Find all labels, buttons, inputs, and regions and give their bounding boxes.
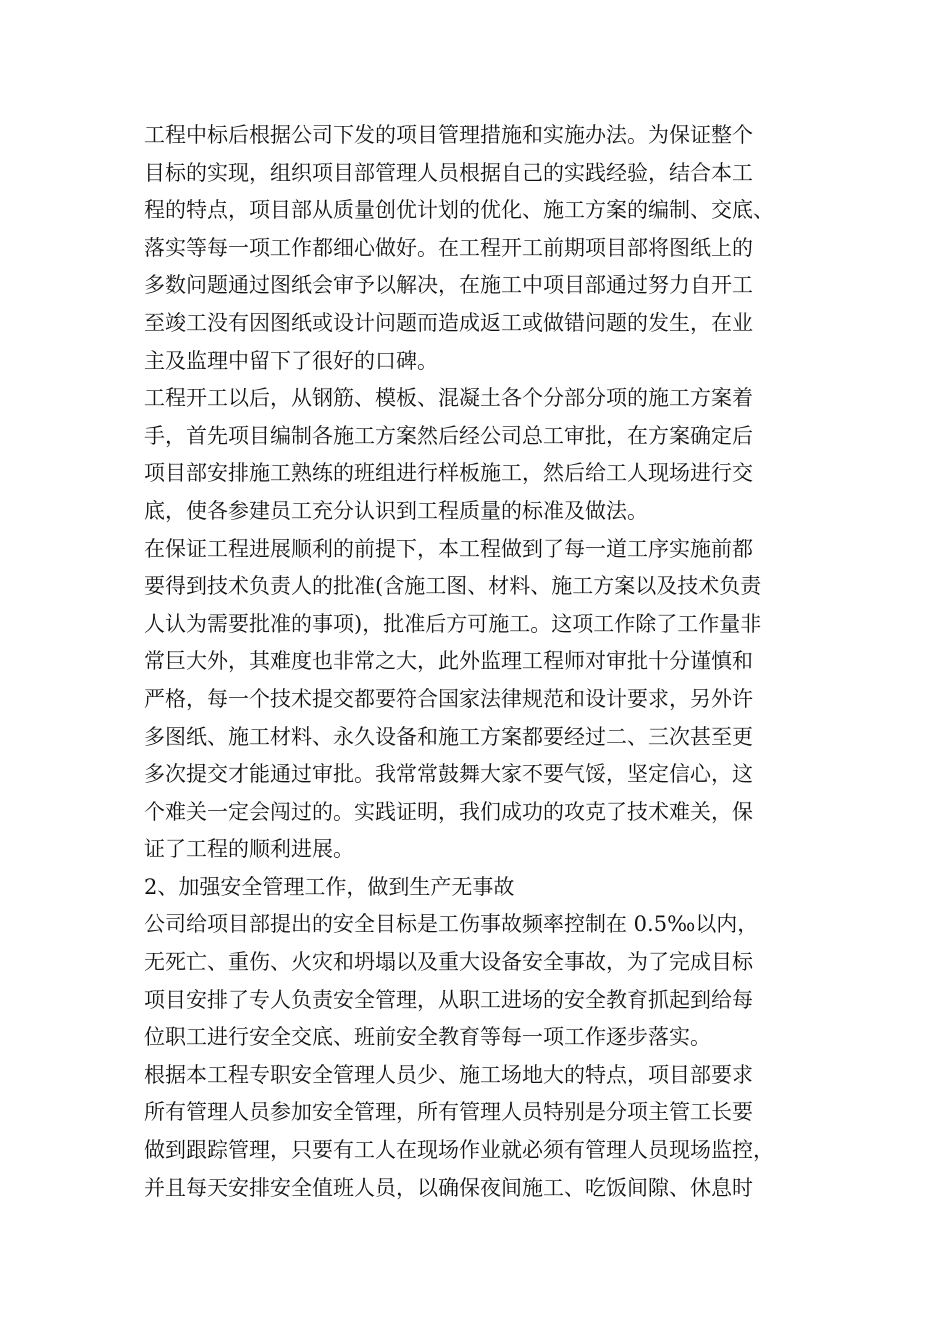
text-line: 严格，每一个技术提交都要符合国家法律规范和设计要求，另外许 [144,686,753,711]
text-line: 所有管理人员参加安全管理，所有管理人员特别是分项主管工长要 [144,1100,753,1125]
text-line: 个难关一定会闯过的。实践证明，我们成功的攻克了技术难关，保 [144,799,753,824]
text-line: 无死亡、重伤、火灾和坍塌以及重大设备安全事故，为了完成目标 [144,950,753,975]
text-line: 证了工程的顺利进展。 [144,837,354,862]
text-line: 多图纸、施工材料、永久设备和施工方案都要经过二、三次甚至更 [144,724,753,749]
text-line: 工程开工以后，从钢筋、模板、混凝土各个分部分项的施工方案着 [144,386,753,411]
text-line: 目标的实现，组织项目部管理人员根据自己的实践经验，结合本工 [144,160,753,185]
text-line: 并且每天安排安全值班人员，以确保夜间施工、吃饭间隙、休息时 [144,1175,753,1200]
text-line: 做到跟踪管理，只要有工人在现场作业就必须有管理人员现场监控， [144,1138,774,1163]
text-line: 要得到技术负责人的批准(含施工图、材料、施工方案以及技术负责 [144,574,762,599]
text-line: 落实等每一项工作都细心做好。在工程开工前期项目部将图纸上的 [144,235,753,260]
text-line: 多次提交才能通过审批。我常常鼓舞大家不要气馁，坚定信心，这 [144,762,753,787]
text-line: 项目安排了专人负责安全管理，从职工进场的安全教育抓起到给每 [144,987,753,1012]
text-line: 项目部安排施工熟练的班组进行样板施工，然后给工人现场进行交 [144,461,753,486]
document-body [144,117,824,1207]
text-line: 主及监理中留下了很好的口碑。 [144,348,438,373]
text-line: 人认为需要批准的事项)，批准后方可施工。这项工作除了工作量非 [144,611,762,636]
text-line: 工程中标后根据公司下发的项目管理措施和实施办法。为保证整个 [144,123,753,147]
text-line: 常巨大外，其难度也非常之大，此外监理工程师对审批十分谨慎和 [144,649,753,674]
text-line: 在保证工程进展顺利的前提下，本工程做到了每一道工序实施前都 [144,536,753,561]
text-line: 根据本工程专职安全管理人员少、施工场地大的特点，项目部要求 [144,1062,753,1087]
text-line: 多数问题通过图纸会审予以解决，在施工中项目部通过努力自开工 [144,273,753,298]
text-line: 公司给项目部提出的安全目标是工伤事故频率控制在 0.5‰以内， [144,912,759,937]
text-line: 至竣工没有因图纸或设计问题而造成返工或做错问题的发生，在业 [144,310,753,335]
text-line: 手，首先项目编制各施工方案然后经公司总工审批，在方案确定后 [144,423,753,448]
text-line: 位职工进行安全交底、班前安全教育等每一项工作逐步落实。 [144,1025,711,1050]
text-line: 程的特点，项目部从质量创优计划的优化、施工方案的编制、交底、 [144,198,774,223]
section-heading: 2、加强安全管理工作，做到生产无事故 [144,874,515,899]
text-line: 底，使各参建员工充分认识到工程质量的标准及做法。 [144,498,648,523]
